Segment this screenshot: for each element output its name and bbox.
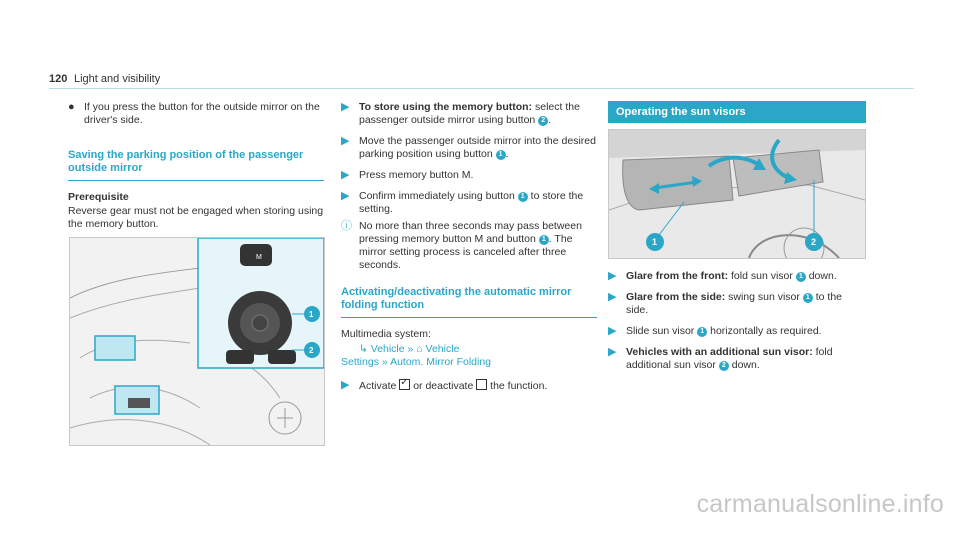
multimedia-label: Multimedia system: xyxy=(341,328,431,340)
sun-visor-illustration xyxy=(609,130,865,258)
menu-path-line-1 xyxy=(359,343,597,356)
button-ref-badge: 2 xyxy=(538,116,548,126)
callout-1: 1 xyxy=(309,310,314,319)
step-arrow-icon: ▶ xyxy=(341,169,350,181)
right-column xyxy=(608,101,866,123)
step-arrow-icon: ▶ xyxy=(341,190,350,202)
callout-2: 2 xyxy=(309,346,314,355)
return-arrow-icon: ↳ xyxy=(359,343,368,355)
visor-ref-badge: 1 xyxy=(803,293,813,303)
visor-ref-badge: 1 xyxy=(796,272,806,282)
left-column xyxy=(68,101,324,231)
prerequisite-text: Reverse gear must not be engaged when storing using the memory button. xyxy=(68,205,324,230)
bullet-text: If you press the button for the outside mirror on the driver's side. xyxy=(84,101,320,126)
step-item: ▶ Press memory button M. xyxy=(341,169,474,181)
visor-ref-badge: 1 xyxy=(697,327,707,337)
step-item: ▶ Glare from the front: fold sun visor 1 down. xyxy=(608,270,837,282)
step-heading: To store using the memory button: xyxy=(359,101,533,113)
double-chevron-icon: » xyxy=(381,356,388,368)
step-arrow-icon: ▶ xyxy=(341,135,350,147)
step-item: ▶ Activate ✓ or deactivate the function. xyxy=(341,379,597,393)
step-item: ▶ Glare from the side: swing sun visor 1 to the side. xyxy=(608,291,843,316)
sun-visor-steps xyxy=(608,270,866,380)
step-item: ▶ To store using the memory button: select the passenger outside mirror using button 2 . xyxy=(341,101,580,126)
step-item: ▶ Move the passenger outside mirror into the desired parking position using button 1 . xyxy=(341,135,596,160)
visor-ref-badge: 2 xyxy=(719,361,729,371)
step-arrow-icon: ▶ xyxy=(608,346,617,358)
callout-2: 2 xyxy=(811,237,817,247)
button-ref-badge: 1 xyxy=(539,235,549,245)
section-title-mirror-folding: Activating/deactivating the automatic mirror folding function xyxy=(341,286,597,318)
sun-visor-figure xyxy=(608,129,866,259)
menu-vehicle: Vehicle xyxy=(370,343,405,355)
button-ref-badge: 1 xyxy=(518,192,528,202)
section-banner-sun-visors: Operating the sun visors xyxy=(608,101,866,123)
step-item: ▶ Slide sun visor 1 horizontally as required. xyxy=(608,325,822,337)
menu-settings: Settings xyxy=(341,356,379,368)
callout-1: 1 xyxy=(652,237,658,247)
bullet-icon: ● xyxy=(68,101,75,113)
note-item: ⓘ No more than three seconds may pass between pressing memory button M and button 1 . The mirror setting process is canceled after three seconds. xyxy=(341,220,582,271)
prerequisite-label: Prerequisite xyxy=(68,191,129,203)
step-arrow-icon: ▶ xyxy=(608,325,617,337)
checkbox-checked-icon xyxy=(399,379,410,390)
middle-column xyxy=(341,101,597,401)
step-item: ▶ Vehicles with an additional sun visor: fold additional sun visor 2 down. xyxy=(608,346,833,371)
header-divider xyxy=(49,88,914,89)
bullet-item xyxy=(68,101,324,127)
step-item: ▶ Confirm immediately using button 1 to store the setting. xyxy=(341,190,584,215)
vehicle-settings-icon: ⌂ xyxy=(416,343,423,355)
step-arrow-icon: ▶ xyxy=(341,101,350,113)
step-arrow-icon: ▶ xyxy=(608,291,617,303)
page-section-title: Light and visibility xyxy=(74,73,161,85)
menu-autom-mirror-folding: Autom. Mirror Folding xyxy=(390,356,492,368)
menu-vehicle-2: Vehicle xyxy=(425,343,460,355)
button-ref-badge: 1 xyxy=(496,150,506,160)
menu-path-line-2 xyxy=(341,356,597,369)
section-title-parking-position: Saving the parking position of the passenger outside mirror xyxy=(68,149,324,181)
step-arrow-icon: ▶ xyxy=(341,379,350,391)
watermark: carmanualsonline.info xyxy=(696,490,944,518)
page-number: 120 xyxy=(49,73,68,85)
door-panel-figure xyxy=(69,237,325,446)
step-arrow-icon: ▶ xyxy=(608,270,617,282)
memory-button-label: M xyxy=(256,254,262,261)
door-panel-illustration xyxy=(70,238,324,445)
checkbox-empty-icon xyxy=(476,379,487,390)
double-chevron-icon: » xyxy=(407,343,414,355)
info-icon: ⓘ xyxy=(341,220,352,232)
